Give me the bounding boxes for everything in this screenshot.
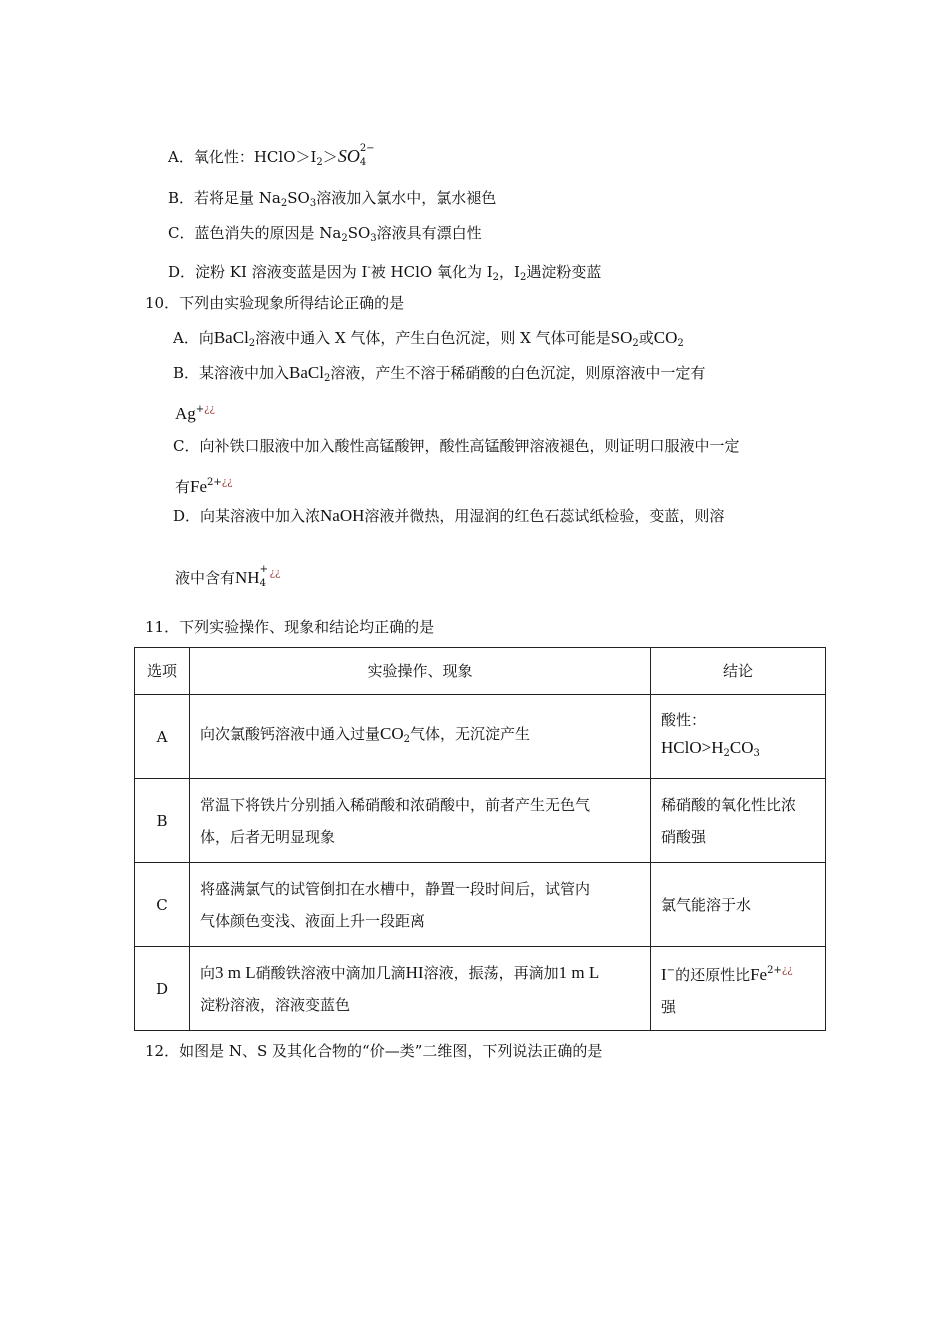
row-conclusion: 稀硝酸的氧化性比浓 硝酸强 <box>651 779 826 863</box>
row-conclusion: I−的还原性比$Fe^{2+¿¿}$ 强 <box>651 947 826 1031</box>
row-option-label: C <box>135 863 190 947</box>
q10-stem: 10．下列由实验现象所得结论正确的是 <box>145 294 405 312</box>
q10-option-d: D．向某溶液中加入浓NaOH溶液并微热，用湿润的红色石蕊试纸检验，变蓝，则溶 <box>173 506 725 525</box>
row-conclusion: 酸性： $HClO>H_2CO_3$ <box>651 695 826 779</box>
q9-option-a: A．氧化性：$HClO>I_2>SO$ 2− 4 <box>168 143 375 168</box>
row-option-label: D <box>135 947 190 1031</box>
q10-option-c-cont: 有$Fe^{2+¿¿}$ <box>175 477 233 496</box>
q9-option-d: D．淀粉 KI 溶液变蓝是因为 I-被 HClO 氧化为 $I_2$，$I_2$遇淀粉变蓝 <box>168 262 602 283</box>
table-row <box>135 863 826 947</box>
q12-stem: 12．如图是 N、S 及其化合物的“价—类”二维图，下列说法正确的是 <box>145 1042 603 1060</box>
row-conclusion: 氯气能溶于水 <box>651 863 826 947</box>
header-operation: 实验操作、现象 <box>190 648 651 695</box>
q10-option-d-cont: 液中含有NH + 4 ¿¿ <box>175 564 281 589</box>
row-operation: 向次氯酸钙溶液中通入过量$CO_2$气体，无沉淀产生 <box>190 695 651 779</box>
q9-option-c: C．蓝色消失的原因是 $Na_2SO_3$溶液具有漂白性 <box>168 224 482 244</box>
row-operation: 将盛满氯气的试管倒扣在水槽中，静置一段时间后，试管内 气体颜色变浅、液面上升一段距离 <box>190 863 651 947</box>
row-option-label: A <box>135 695 190 779</box>
q10-option-b-ion: Ag+¿¿ <box>175 404 215 423</box>
table-row <box>135 779 826 863</box>
table-row <box>135 947 826 1031</box>
q11-stem: 11．下列实验操作、现象和结论均正确的是 <box>145 618 435 636</box>
row-operation: 常温下将铁片分别插入稀硝酸和浓硝酸中，前者产生无色气 体，后者无明显现象 <box>190 779 651 863</box>
q11-table <box>134 647 826 1031</box>
q10-option-a: A．向BaCl$_2$溶液中通入 X 气体，产生白色沉淀，则 X 气体可能是$SO_2$或$CO_2$ <box>173 328 684 349</box>
row-operation: 向3 m L硝酸铁溶液中滴加几滴HI溶液，振荡，再滴加1 m L 淀粉溶液，溶液变蓝色 <box>190 947 651 1031</box>
table-row <box>135 695 826 779</box>
header-option: 选项 <box>135 648 190 695</box>
q10-option-b: B．某溶液中加入BaCl$_2$溶液，产生不溶于稀硝酸的白色沉淀，则原溶液中一定有 <box>173 363 706 384</box>
header-conclusion: 结论 <box>651 648 826 695</box>
table-header-row <box>135 648 826 695</box>
q9-option-b: B．若将足量 $Na_2SO_3$溶液加入氯水中，氯水褪色 <box>168 189 497 209</box>
q10-option-c: C．向补铁口服液中加入酸性高锰酸钾，酸性高锰酸钾溶液褪色，则证明口服液中一定 <box>173 437 740 455</box>
row-option-label: B <box>135 779 190 863</box>
